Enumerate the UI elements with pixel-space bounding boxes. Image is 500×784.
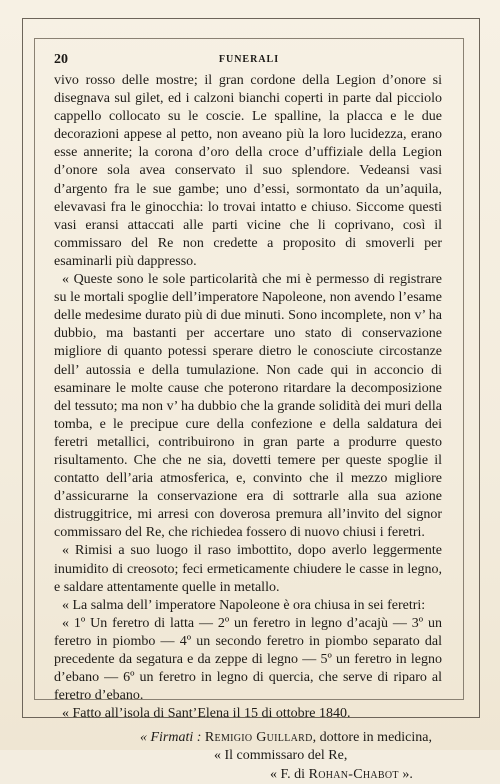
signature-3-suffix: ». (398, 766, 413, 782)
signatory-name-1: Remigio Guillard (204, 730, 313, 746)
signature-line-3 (54, 766, 442, 784)
paragraph-continuation: vivo rosso delle mostre; il gran cordone della Legion d’onore si disegnava sul gilet, ed i calzoni bianchi coperti in parte dal picciolo cappello collocato su le coscie. Le spalline, la placca e le due decorazioni appese al petto, non aveano più la loro lucidezza, erano esse annerite; la corona d’oro della croce d’uffiziale della Legion d’onore sola avea conservato il suo splendore. Vedeansi vasi d’argento fra le sue gambe; uno d’essi, sormontato da un’aquila, elevavasi fra le ginocchia: lo trovai intatto e chiuso. Siccome questi vasi eransi attaccati alle parti vicine che li coprivano, così il commissaro del Re non credette a proposito di smoverli per esaminarli più dappresso. (54, 73, 442, 269)
paragraph-remains-description: « Queste sono le sole particolarità che mi è permesso di registrare su le mortali spoglie dell’imperatore Napoleone, non avendo l’esame delle medesime durato più di due minuti. Sono incomplete, non v’ ha dubbio, ma bastanti per accertare uno stato di conservazione migliore di quanto potessi sperare dietro le conosciute circostanze dell’ autossia e della tumulazione. Non cade qui in acconcio di esaminare le molte cause che poterono ritardare la decomposizione del tessuto; ma non v’ ha dubbio che la grande solidità dei muri della tomba, e le precipue cure della confezione e della saldatura dei feretri metallici, contribuirono in gran parte a produrre questo risultamento. Che che ne sia, dovetti temere per queste spoglie il contatto dell’aria atmosferica, e, convinto che il mezzo migliore d’assicurarne la conservazione era di sottrarle alla sua azione distruggitrice, mi arresi con doverosa premura all’invito del signor commissaro del Re, che richiedea fossero di nuovo chiusi i feretri. (54, 272, 442, 541)
signatory-name-2: Rohan-Chabot (308, 766, 399, 782)
signature-3-prefix: « F. di (270, 766, 306, 782)
paragraph-coffin-list: « 1º Un feretro di latta — 2º un feretro in legno d’acajù — 3º un feretro in piombo — 4º un secondo feretro in piombo separato dal precedente da segatura e da zeppe di legno — 5º un feretro in legno d’ebano — 6º un feretro in legno di quercia, che serve di riparo al feretro d’ebano. (54, 615, 442, 704)
paragraph-date-place: « Fatto all’isola di Sant’Elena il 15 di ottobre 1840. (62, 706, 351, 722)
signature-prefix: « Firmati : (139, 730, 202, 746)
signature-line-2: « Il commissaro del Re, (214, 748, 348, 764)
running-title: FUNERALI (218, 54, 280, 65)
page-body (54, 72, 442, 784)
page-number: 20 (54, 52, 68, 67)
signature-line-1 (54, 729, 442, 747)
paragraph-resealing: « Rimisi a suo luogo il raso imbottito, dopo averlo leggermente inumidito di creosoto; feci ermeticamente chiudere le casse in legno, e saldare attentamente quelle in metallo. (54, 543, 442, 595)
page-header (54, 52, 444, 70)
paragraph-six-coffins-intro: « La salma dell’ imperatore Napoleone è ora chiusa in sei feretri: (62, 597, 426, 613)
signatory-title-1: , dottore in medicina, (312, 730, 432, 746)
